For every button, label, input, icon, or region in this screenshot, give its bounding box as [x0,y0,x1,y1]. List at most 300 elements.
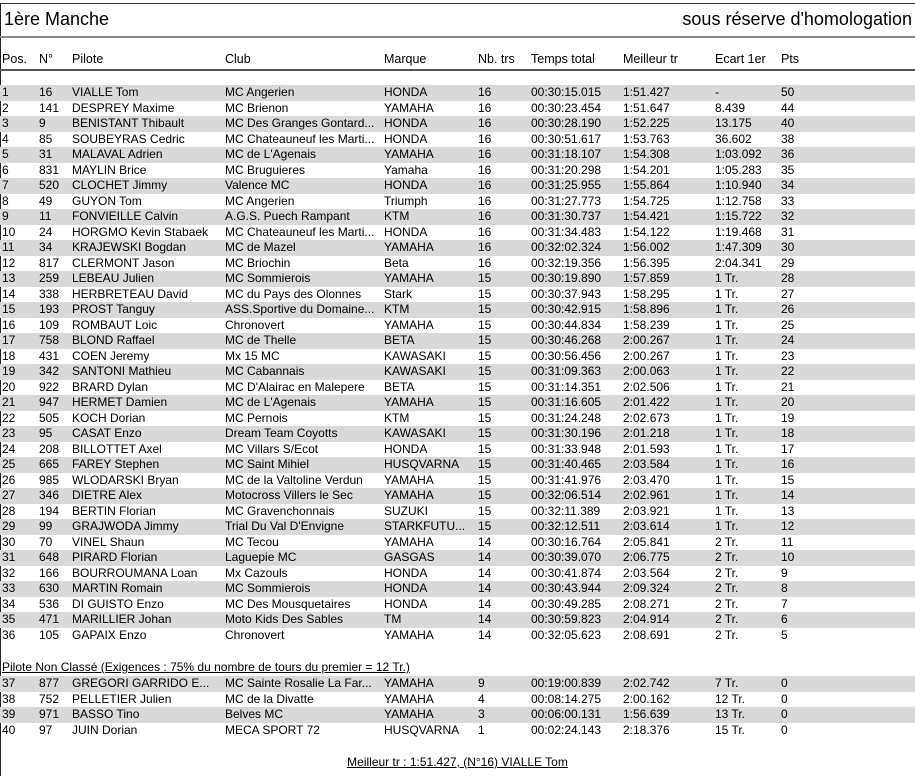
cell-gap: 1 Tr. [715,286,739,301]
cell-number: 346 [39,488,60,502]
cell-pos: 13 [2,271,16,285]
cell-gap: 1:03.092 [715,147,762,161]
cell-gap: 1 Tr. [715,519,739,533]
cell-number: 24 [39,224,53,239]
cell-number: 817 [39,255,60,270]
table-row [0,628,915,644]
cell-pilote: HERBRETEAU David [72,286,189,301]
cell-laps: 15 [478,317,492,332]
cell-marque: HONDA [384,131,428,146]
cell-club: MC Angerien [225,85,295,99]
cell-total-time: 00:30:39.070 [531,550,602,564]
cell-pilote: JUIN Dorian [72,722,138,737]
cell-club: MC Chateauneuf les Marti... [225,224,375,239]
cell-pos: 27 [2,488,16,502]
cell-gap: - [715,85,719,99]
cell-marque: SUZUKI [384,503,429,518]
best-lap-footer [0,755,915,769]
cell-pilote: KOCH Dorian [72,410,146,425]
cell-pilote: GUYON Tom [72,193,142,208]
cell-total-time: 00:19:00.839 [531,676,602,690]
cell-points: 0 [781,691,788,706]
cell-best-lap: 2:01.218 [623,426,670,440]
cell-pos: 23 [2,426,16,440]
cell-pos: 30 [2,534,16,549]
cell-marque: HONDA [384,116,428,130]
cell-best-lap: 2:04.914 [623,612,670,626]
table-row [0,692,915,708]
cell-laps: 15 [478,395,492,409]
cell-gap: 1 Tr. [715,348,739,363]
cell-club: Laguepie MC [225,550,297,564]
cell-pilote: BRARD Dylan [72,379,149,394]
cell-best-lap: 2:02.742 [623,676,670,690]
cell-marque: HUSQVARNA [384,457,460,471]
cell-pilote: SOUBEYRAS Cedric [72,131,185,146]
cell-marque: KTM [384,302,410,316]
cell-points: 21 [781,379,795,394]
cell-number: 505 [39,410,60,425]
cell-club: Moto Kids Des Sables [225,612,344,626]
cell-pilote: BILLOTTET Axel [72,441,162,456]
cell-marque: YAMAHA [384,240,434,254]
table-row [0,519,915,535]
cell-best-lap: 2:00.267 [623,348,670,363]
cell-club: MC Villars S/Ecot [225,441,319,456]
cell-club: MC Briochin [225,255,291,270]
cell-points: 8 [781,581,788,595]
col-header-number: N° [39,52,54,66]
cell-club: Motocross Villers le Sec [225,488,353,502]
cell-total-time: 00:32:19.356 [531,255,602,270]
col-header-pilote: Pilote [72,52,104,66]
cell-gap: 1 Tr. [715,395,739,409]
cell-total-time: 00:31:30.196 [531,426,602,440]
cell-best-lap: 1:54.201 [623,162,670,177]
cell-gap: 1 Tr. [715,364,739,378]
cell-best-lap: 2:09.324 [623,581,670,595]
cell-marque: YAMAHA [384,707,434,721]
cell-gap: 2:04.341 [715,255,762,270]
cell-laps: 15 [478,286,492,301]
cell-total-time: 00:30:41.874 [531,565,602,580]
cell-laps: 16 [478,224,492,239]
cell-best-lap: 1:54.308 [623,147,670,161]
cell-number: 520 [39,178,60,192]
cell-laps: 15 [478,271,492,285]
cell-club: MC Cabannais [225,364,305,378]
cell-best-lap: 1:54.122 [623,224,670,239]
cell-pos: 34 [2,596,16,611]
table-row [0,209,915,225]
cell-total-time: 00:30:16.764 [531,534,602,549]
cell-pos: 38 [2,691,16,706]
table-row [0,442,915,458]
cell-gap: 1 Tr. [715,379,739,394]
cell-club: Chronovert [225,627,285,642]
cell-laps: 14 [478,596,492,611]
cell-points: 50 [781,85,795,99]
cell-total-time: 00:31:14.351 [531,379,602,394]
cell-total-time: 00:32:12.511 [531,519,601,533]
cell-number: 342 [39,364,60,378]
cell-points: 17 [781,441,795,456]
cell-laps: 3 [478,707,485,721]
cell-gap: 8.439 [715,100,746,115]
cell-laps: 15 [478,488,492,502]
cell-marque: KAWASAKI [384,348,446,363]
cell-best-lap: 1:56.639 [623,707,670,721]
cell-total-time: 00:30:51.617 [531,131,602,146]
cell-laps: 14 [478,534,492,549]
cell-points: 11 [781,534,794,549]
cell-club: MC Brienon [225,100,289,115]
cell-pos: 9 [2,209,9,223]
cell-club: Trial Du Val D'Envigne [225,519,345,533]
table-row [0,132,915,148]
cell-pos: 22 [2,410,16,425]
col-header-best-lap: Meilleur tr [623,52,678,66]
cell-gap: 2 Tr. [715,550,739,564]
cell-points: 22 [781,364,795,378]
cell-marque: YAMAHA [384,395,434,409]
cell-number: 9 [39,116,46,130]
cell-pilote: KRAJEWSKI Bogdan [72,240,187,254]
cell-number: 11 [39,209,52,223]
cell-marque: KAWASAKI [384,426,446,440]
cell-points: 35 [781,162,795,177]
cell-pos: 17 [2,333,16,347]
best-lap-text: Meilleur tr : 1:51.427, (N°16) VIALLE Tom [347,755,568,769]
cell-best-lap: 1:51.427 [623,85,670,99]
cell-pilote: MAYLIN Brice [72,162,147,177]
cell-points: 33 [781,193,795,208]
cell-number: 431 [39,348,60,363]
cell-marque: YAMAHA [384,100,434,115]
cell-number: 208 [39,441,60,456]
cell-club: MC D'Alairac en Malepere [225,379,365,394]
cell-club: MC de Mazel [225,240,296,254]
cell-pos: 40 [2,722,16,737]
cell-marque: YAMAHA [384,488,434,502]
cell-total-time: 00:31:20.298 [531,162,602,177]
cell-marque: Yamaha [384,162,428,177]
cell-club: MC de L'Agenais [225,395,317,409]
cell-points: 5 [781,627,788,642]
cell-pilote: VIALLE Tom [72,85,139,99]
cell-total-time: 00:31:09.363 [531,364,602,378]
cell-points: 0 [781,722,788,737]
non-classified-caption: Pilote Non Classé (Exigences : 75% du nombre de tours du premier = 12 Tr.) [2,660,410,674]
cell-laps: 16 [478,240,492,254]
cell-pilote: GRAJWODA Jimmy [72,519,179,533]
cell-points: 19 [781,410,795,425]
cell-gap: 1 Tr. [715,333,739,347]
cell-pilote: HORGMO Kevin Stabaek [72,224,209,239]
cell-total-time: 00:32:05.623 [531,627,602,642]
table-row [0,287,915,303]
cell-pilote: BLOND Raffael [72,333,155,347]
table-row [0,364,915,380]
table-row [0,178,915,194]
cell-laps: 16 [478,162,492,177]
cell-pos: 5 [2,147,9,161]
col-header-gap: Ecart 1er [715,52,766,66]
cell-marque: HONDA [384,85,428,99]
col-header-pos: Pos. [2,52,28,66]
cell-club: MC Tecou [225,534,279,549]
table-row [0,318,915,334]
cell-club: MC Saint Mihiel [225,457,310,471]
cell-total-time: 00:30:15.015 [531,85,602,99]
cell-total-time: 00:31:33.948 [531,441,602,456]
cell-number: 665 [39,457,60,471]
cell-points: 9 [781,565,788,580]
cell-marque: STARKFUTU... [384,519,466,533]
cell-number: 105 [39,627,60,642]
cell-number: 70 [39,534,53,549]
cell-number: 194 [39,503,60,518]
cell-pilote: LEBEAU Julien [72,271,155,285]
cell-marque: YAMAHA [384,271,434,285]
cell-total-time: 00:31:16.605 [531,395,602,409]
cell-club: MC Des Mousquetaires [225,596,351,611]
table-row [0,457,915,473]
cell-best-lap: 2:02.673 [623,410,670,425]
cell-points: 20 [781,395,795,409]
cell-laps: 1 [478,722,485,737]
cell-gap: 2 Tr. [715,581,739,595]
cell-laps: 14 [478,550,492,564]
cell-club: A.G.S. Puech Rampant [225,209,350,223]
cell-points: 10 [781,550,795,564]
cell-total-time: 00:31:27.773 [531,193,602,208]
cell-pos: 10 [2,224,16,239]
cell-pos: 4 [2,131,9,146]
cell-points: 34 [781,178,795,192]
cell-club: Mx 15 MC [225,348,280,363]
cell-number: 49 [39,193,53,208]
cell-club: Chronovert [225,317,285,332]
cell-number: 99 [39,519,53,533]
cell-laps: 14 [478,565,492,580]
cell-total-time: 00:31:24.248 [531,410,602,425]
cell-club: MC Angerien [225,193,295,208]
cell-pilote: CASAT Enzo [72,426,142,440]
table-row [0,380,915,396]
cell-gap: 1 Tr. [715,426,739,440]
cell-total-time: 00:31:34.483 [531,224,602,239]
cell-club: Mx Cazouls [225,565,288,580]
cell-pos: 12 [2,255,16,270]
cell-club: MC Des Granges Gontard... [225,116,375,130]
cell-laps: 16 [478,147,492,161]
cell-best-lap: 2:03.564 [623,565,670,580]
cell-number: 31 [39,147,53,161]
cell-marque: BETA [384,333,415,347]
cell-pos: 6 [2,162,9,177]
cell-total-time: 00:30:28.190 [531,116,602,130]
cell-pos: 31 [2,550,16,564]
cell-number: 338 [39,286,60,301]
cell-gap: 2 Tr. [715,627,739,642]
cell-pos: 29 [2,519,16,533]
cell-pos: 36 [2,627,16,642]
cell-number: 536 [39,596,60,611]
table-header [0,52,915,68]
table-row [0,535,915,551]
cell-points: 25 [781,317,795,332]
cell-laps: 14 [478,612,492,626]
cell-club: MECA SPORT 72 [225,722,320,737]
cell-best-lap: 1:58.295 [623,286,670,301]
cell-pos: 25 [2,457,16,471]
cell-number: 922 [39,379,60,394]
cell-pilote: MARILLIER Johan [72,612,172,626]
cell-club: MC Pernois [225,410,288,425]
cell-points: 27 [781,286,795,301]
cell-points: 12 [781,519,795,533]
cell-pilote: FONVIEILLE Calvin [72,209,179,223]
cell-number: 34 [39,240,53,254]
table-row [0,302,915,318]
cell-laps: 15 [478,503,492,518]
cell-points: 15 [781,472,795,487]
col-header-points: Pts [781,52,800,66]
table-row [0,116,915,132]
cell-best-lap: 1:55.864 [623,178,670,192]
table-row [0,504,915,520]
cell-marque: YAMAHA [384,317,434,332]
cell-marque: GASGAS [384,550,435,564]
cell-laps: 9 [478,676,485,690]
cell-best-lap: 1:56.395 [623,255,670,270]
cell-points: 38 [781,131,795,146]
cell-points: 23 [781,348,795,363]
cell-best-lap: 1:51.647 [623,100,670,115]
cell-pilote: MALAVAL Adrien [72,147,163,161]
cell-total-time: 00:30:46.268 [531,333,602,347]
cell-gap: 1 Tr. [715,302,739,316]
cell-gap: 2 Tr. [715,612,739,626]
cell-total-time: 00:02:24.143 [531,722,602,737]
cell-number: 85 [39,131,53,146]
cell-gap: 15 Tr. [715,722,746,737]
cell-laps: 15 [478,348,492,363]
cell-club: MC de Thelle [225,333,297,347]
cell-pos: 24 [2,441,16,456]
cell-gap: 1 Tr. [715,488,739,502]
cell-best-lap: 1:58.896 [623,302,670,316]
cell-pilote: CLOCHET Jimmy [72,178,168,192]
cell-club: MC Sommierois [225,581,311,595]
cell-laps: 16 [478,85,492,99]
cell-pos: 11 [2,240,15,254]
cell-pilote: WLODARSKI Bryan [72,472,179,487]
cell-pos: 14 [2,286,16,301]
cell-pos: 1 [2,85,9,99]
cell-club: Valence MC [225,178,290,192]
cell-number: 877 [39,676,60,690]
cell-pos: 3 [2,116,9,130]
cell-number: 648 [39,550,60,564]
cell-club: MC de la Valtoline Verdun [225,472,363,487]
cell-laps: 15 [478,426,492,440]
cell-points: 44 [781,100,795,115]
table-row [0,550,915,566]
cell-gap: 13.175 [715,116,752,130]
cell-number: 141 [39,100,60,115]
cell-marque: HUSQVARNA [384,722,460,737]
cell-gap: 1 Tr. [715,503,739,518]
cell-marque: HONDA [384,224,428,239]
cell-gap: 12 Tr. [715,691,746,706]
cell-pilote: DIETRE Alex [72,488,143,502]
cell-best-lap: 2:08.271 [623,596,670,611]
cell-points: 7 [781,596,788,611]
cell-pos: 20 [2,379,16,394]
cell-best-lap: 2:01.593 [623,441,670,456]
cell-total-time: 00:32:06.514 [531,488,602,502]
cell-pos: 2 [2,100,9,115]
cell-laps: 15 [478,302,492,316]
cell-marque: KAWASAKI [384,364,446,378]
cell-marque: HONDA [384,565,428,580]
table-row [0,473,915,489]
cell-points: 32 [781,209,795,223]
cell-best-lap: 2:00.063 [623,364,670,378]
cell-total-time: 00:30:42.915 [531,302,602,316]
cell-number: 752 [39,691,60,706]
table-row [0,707,915,723]
cell-pos: 19 [2,364,16,378]
cell-marque: YAMAHA [384,627,434,642]
table-row [0,194,915,210]
cell-laps: 15 [478,410,492,425]
col-header-club: Club [225,52,251,66]
cell-gap: 1:47.309 [715,240,762,254]
cell-pilote: COEN Jeremy [72,348,150,363]
cell-gap: 2 Tr. [715,565,739,580]
cell-best-lap: 2:18.376 [623,722,670,737]
table-row [0,333,915,349]
cell-gap: 2 Tr. [715,596,739,611]
table-row [0,349,915,365]
cell-laps: 15 [478,364,492,378]
table-row [0,240,915,256]
cell-number: 630 [39,581,60,595]
page-title: 1ère Manche [4,9,110,29]
cell-gap: 1 Tr. [715,472,739,487]
table-row [0,163,915,179]
cell-gap: 1 Tr. [715,317,739,332]
cell-pilote: GREGORI GARRIDO E... [72,676,210,690]
cell-best-lap: 2:03.584 [623,457,670,471]
cell-points: 40 [781,116,795,130]
cell-marque: BETA [384,379,415,394]
cell-laps: 16 [478,193,492,208]
cell-points: 31 [781,224,795,239]
cell-laps: 16 [478,116,492,130]
table-row [0,147,915,163]
cell-marque: YAMAHA [384,691,434,706]
cell-pos: 35 [2,612,16,626]
cell-pilote: PELLETIER Julien [72,691,172,706]
cell-marque: Triumph [384,193,428,208]
cell-total-time: 00:30:19.890 [531,271,602,285]
top-rule [0,3,915,4]
cell-total-time: 00:31:41.976 [531,472,602,487]
